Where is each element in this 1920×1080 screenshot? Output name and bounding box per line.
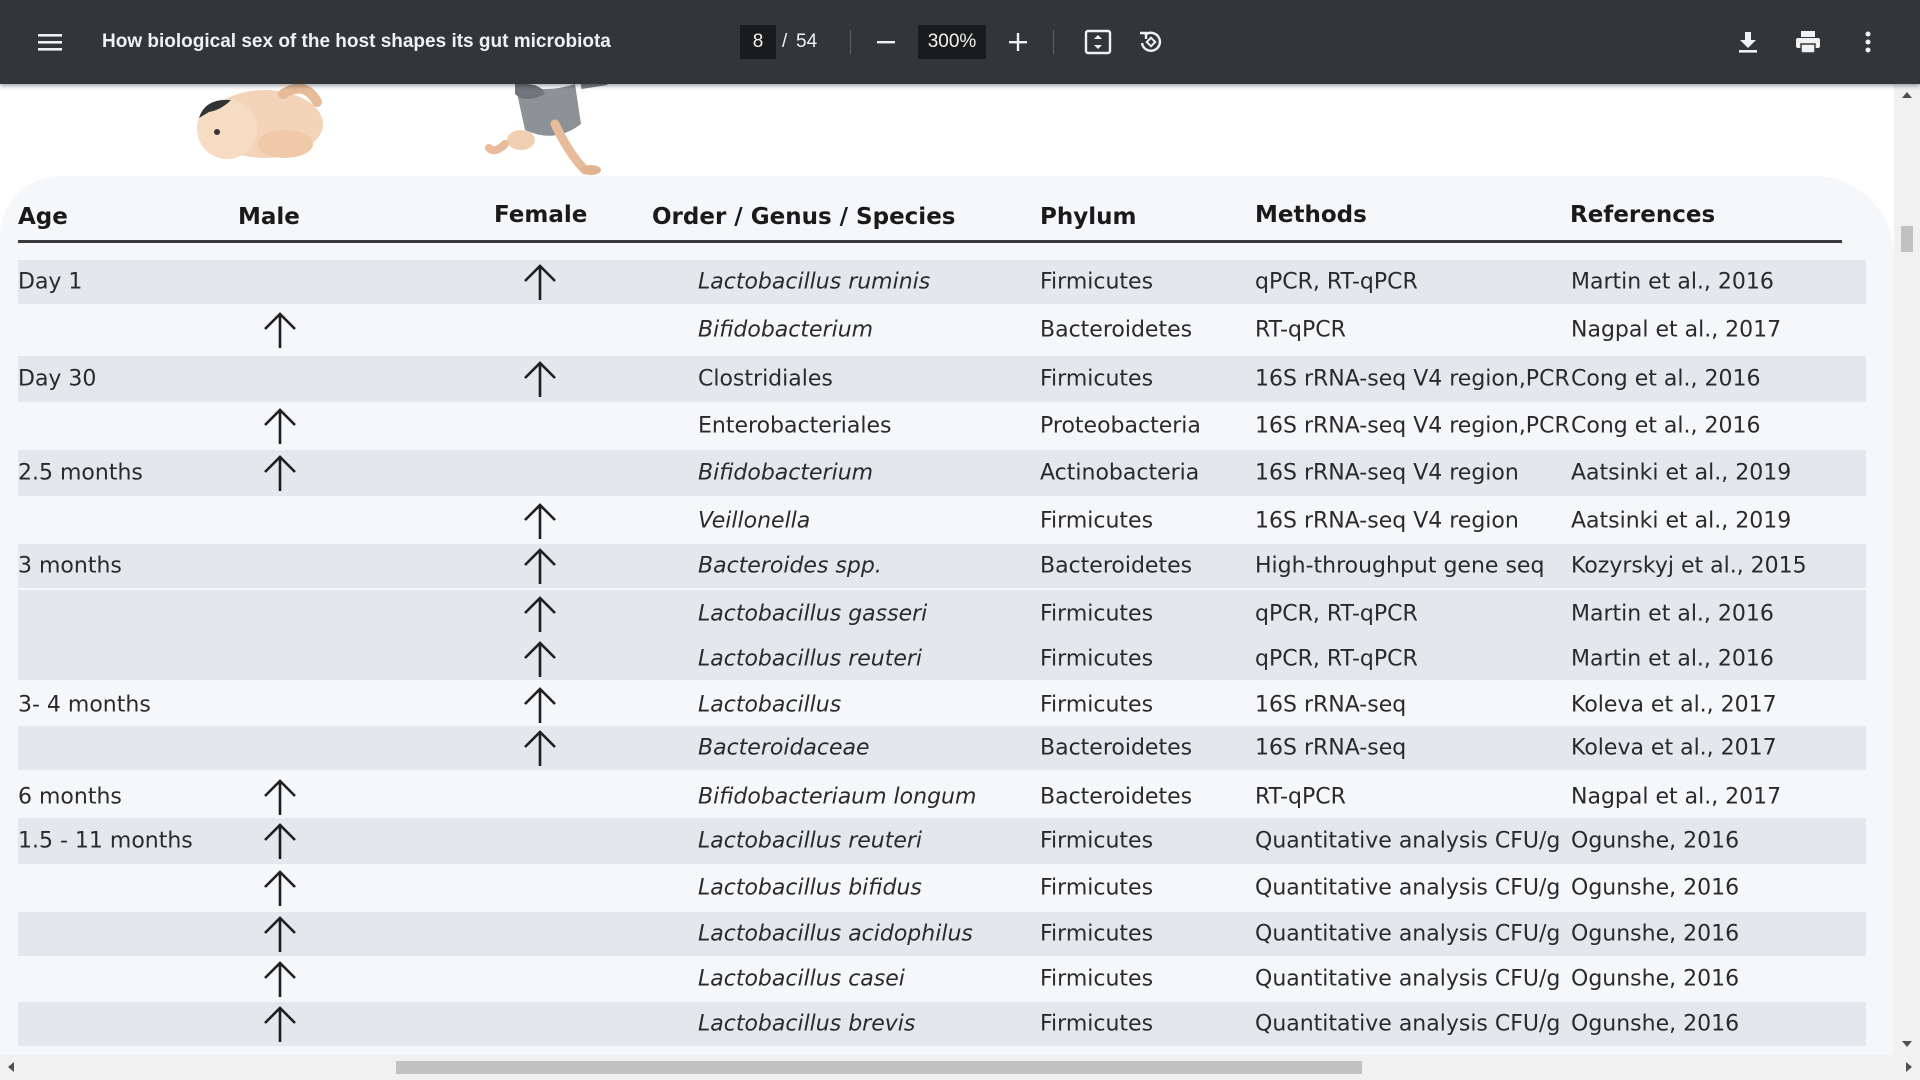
cell-taxon: Lactobacillus ruminis bbox=[698, 269, 931, 295]
cell-taxon: Lactobacillus reuteri bbox=[698, 646, 923, 672]
up-arrow-icon bbox=[262, 778, 298, 816]
cell-method: 16S rRNA-seq V4 region,PCR bbox=[1255, 366, 1570, 392]
toolbar-divider bbox=[850, 30, 851, 54]
cell-method: 16S rRNA-seq bbox=[1255, 692, 1407, 718]
horizontal-scrollbar[interactable] bbox=[0, 1055, 1920, 1080]
cell-age: 3 months bbox=[18, 553, 122, 579]
cell-reference: Aatsinki et al., 2019 bbox=[1571, 508, 1792, 534]
rotate-button[interactable] bbox=[1131, 22, 1171, 62]
zoom-out-button[interactable] bbox=[866, 22, 906, 62]
cell-phylum: Bacteroidetes bbox=[1040, 784, 1193, 810]
vertical-scrollbar[interactable] bbox=[1894, 84, 1920, 1055]
cell-age: 1.5 - 11 months bbox=[18, 828, 193, 854]
cell-reference: Koleva et al., 2017 bbox=[1571, 735, 1777, 761]
cell-phylum: Firmicutes bbox=[1040, 692, 1154, 718]
pdf-toolbar bbox=[0, 0, 1920, 84]
table-row bbox=[18, 774, 1866, 820]
cell-method: RT-qPCR bbox=[1255, 784, 1346, 810]
cell-taxon: Lactobacillus bifidus bbox=[698, 875, 922, 901]
cell-taxon: Bifidobacterium bbox=[698, 460, 874, 486]
zoom-level-input[interactable] bbox=[918, 25, 986, 59]
cell-taxon: Lactobacillus casei bbox=[698, 966, 905, 992]
cell-taxon: Lactobacillus brevis bbox=[698, 1011, 916, 1037]
table-row bbox=[18, 682, 1866, 728]
cell-method: 16S rRNA-seq V4 region,PCR bbox=[1255, 413, 1570, 439]
cell-phylum: Firmicutes bbox=[1040, 269, 1154, 295]
cell-phylum: Firmicutes bbox=[1040, 646, 1154, 672]
cell-reference: Koleva et al., 2017 bbox=[1571, 692, 1777, 718]
cell-age: 6 months bbox=[18, 784, 122, 810]
cell-age: 2.5 months bbox=[18, 460, 143, 486]
up-arrow-icon bbox=[522, 502, 558, 540]
cell-method: High-throughput gene seq bbox=[1255, 553, 1545, 579]
cell-method: Quantitative analysis CFU/g bbox=[1255, 828, 1561, 854]
plus-icon bbox=[1008, 32, 1028, 52]
vertical-scroll-thumb[interactable] bbox=[1901, 226, 1913, 252]
cell-phylum: Firmicutes bbox=[1040, 875, 1154, 901]
up-arrow-icon bbox=[522, 547, 558, 585]
cell-taxon: Lactobacillus gasseri bbox=[698, 601, 928, 627]
up-arrow-icon bbox=[522, 640, 558, 678]
cell-taxon: Bacteroidaceae bbox=[698, 735, 870, 761]
cell-age: Day 1 bbox=[18, 269, 83, 295]
cell-method: qPCR, RT-qPCR bbox=[1255, 646, 1418, 672]
table-row bbox=[18, 726, 1866, 770]
page-total: 54 bbox=[796, 31, 818, 52]
page-number-input[interactable] bbox=[740, 25, 776, 59]
header-taxon: Order / Genus / Species bbox=[652, 204, 956, 230]
cell-taxon: Clostridiales bbox=[698, 366, 833, 392]
cell-phylum: Firmicutes bbox=[1040, 601, 1154, 627]
cell-taxon: Bacteroides spp. bbox=[698, 553, 882, 579]
cell-reference: Aatsinki et al., 2019 bbox=[1571, 460, 1792, 486]
header-female: Female bbox=[494, 202, 588, 228]
up-arrow-icon bbox=[262, 869, 298, 907]
header-age: Age bbox=[18, 204, 68, 230]
scroll-down-arrow-icon[interactable] bbox=[1902, 1041, 1912, 1047]
rotate-counterclockwise-icon bbox=[1137, 28, 1165, 56]
cell-phylum: Firmicutes bbox=[1040, 921, 1154, 947]
cell-phylum: Firmicutes bbox=[1040, 1011, 1154, 1037]
more-actions-button[interactable] bbox=[1848, 22, 1888, 62]
fit-to-page-button[interactable] bbox=[1078, 22, 1118, 62]
zoom-in-button[interactable] bbox=[998, 22, 1038, 62]
scroll-left-arrow-icon[interactable] bbox=[8, 1062, 14, 1072]
pdf-page-viewport[interactable] bbox=[0, 84, 1894, 1055]
cell-method: RT-qPCR bbox=[1255, 317, 1346, 343]
cell-reference: Martin et al., 2016 bbox=[1571, 601, 1774, 627]
cell-taxon: Bifidobacteriaum longum bbox=[698, 784, 977, 810]
table-row bbox=[18, 450, 1866, 496]
cell-taxon: Lactobacillus bbox=[698, 692, 842, 718]
cell-phylum: Bacteroidetes bbox=[1040, 317, 1193, 343]
up-arrow-icon bbox=[522, 595, 558, 633]
cell-phylum: Bacteroidetes bbox=[1040, 735, 1193, 761]
table-row bbox=[18, 356, 1866, 402]
up-arrow-icon bbox=[522, 686, 558, 724]
download-button[interactable] bbox=[1728, 22, 1768, 62]
horizontal-scroll-thumb[interactable] bbox=[396, 1061, 1362, 1074]
page-separator: / bbox=[782, 31, 788, 52]
cell-method: 16S rRNA-seq bbox=[1255, 735, 1407, 761]
header-rule bbox=[18, 240, 1842, 243]
table-row bbox=[18, 956, 1866, 1002]
cell-reference: Nagpal et al., 2017 bbox=[1571, 784, 1782, 810]
cell-reference: Ogunshe, 2016 bbox=[1571, 921, 1740, 947]
document-title: How biological sex of the host shapes its gut microbiota bbox=[102, 31, 611, 52]
up-arrow-icon bbox=[262, 915, 298, 953]
cell-reference: Martin et al., 2016 bbox=[1571, 269, 1774, 295]
header-references: References bbox=[1570, 202, 1716, 228]
header-male: Male bbox=[238, 204, 300, 230]
fit-to-page-icon bbox=[1084, 29, 1112, 55]
cell-taxon: Lactobacillus reuteri bbox=[698, 828, 923, 854]
cell-method: qPCR, RT-qPCR bbox=[1255, 601, 1418, 627]
cell-phylum: Firmicutes bbox=[1040, 966, 1154, 992]
cell-reference: Ogunshe, 2016 bbox=[1571, 966, 1740, 992]
scroll-right-arrow-icon[interactable] bbox=[1906, 1062, 1912, 1072]
cell-taxon: Bifidobacterium bbox=[698, 317, 874, 343]
up-arrow-icon bbox=[262, 822, 298, 860]
toolbar-divider bbox=[1053, 30, 1054, 54]
microbiota-table bbox=[0, 84, 1894, 1055]
cell-reference: Martin et al., 2016 bbox=[1571, 646, 1774, 672]
table-row bbox=[18, 866, 1866, 910]
up-arrow-icon bbox=[262, 454, 298, 492]
table-row bbox=[18, 260, 1866, 304]
cell-method: 16S rRNA-seq V4 region bbox=[1255, 460, 1519, 486]
cell-taxon: Veillonella bbox=[698, 508, 811, 534]
table-row bbox=[18, 818, 1866, 864]
cell-phylum: Firmicutes bbox=[1040, 828, 1154, 854]
up-arrow-icon bbox=[262, 960, 298, 998]
table-row bbox=[18, 544, 1866, 588]
cell-taxon: Lactobacillus acidophilus bbox=[698, 921, 973, 947]
cell-age: 3- 4 months bbox=[18, 692, 151, 718]
cell-reference: Ogunshe, 2016 bbox=[1571, 828, 1740, 854]
cell-reference: Nagpal et al., 2017 bbox=[1571, 317, 1782, 343]
minus-icon bbox=[876, 32, 896, 52]
up-arrow-icon bbox=[262, 1005, 298, 1043]
up-arrow-icon bbox=[262, 311, 298, 349]
header-methods: Methods bbox=[1255, 202, 1367, 228]
cell-method: Quantitative analysis CFU/g bbox=[1255, 875, 1561, 901]
table-row bbox=[18, 912, 1866, 956]
up-arrow-icon bbox=[522, 263, 558, 301]
table-row bbox=[18, 1002, 1866, 1046]
cell-phylum: Proteobacteria bbox=[1040, 413, 1201, 439]
cell-method: 16S rRNA-seq V4 region bbox=[1255, 508, 1519, 534]
cell-reference: Ogunshe, 2016 bbox=[1571, 875, 1740, 901]
cell-phylum: Actinobacteria bbox=[1040, 460, 1200, 486]
print-icon bbox=[1795, 30, 1821, 54]
cell-method: qPCR, RT-qPCR bbox=[1255, 269, 1418, 295]
cell-method: Quantitative analysis CFU/g bbox=[1255, 1011, 1561, 1037]
cell-reference: Cong et al., 2016 bbox=[1571, 366, 1761, 392]
table-row bbox=[18, 498, 1866, 544]
up-arrow-icon bbox=[522, 360, 558, 398]
cell-reference: Ogunshe, 2016 bbox=[1571, 1011, 1740, 1037]
up-arrow-icon bbox=[262, 407, 298, 445]
up-arrow-icon bbox=[522, 729, 558, 767]
cell-method: Quantitative analysis CFU/g bbox=[1255, 966, 1561, 992]
header-phylum: Phylum bbox=[1040, 204, 1137, 230]
download-icon bbox=[1737, 30, 1759, 54]
cell-reference: Cong et al., 2016 bbox=[1571, 413, 1761, 439]
cell-phylum: Firmicutes bbox=[1040, 366, 1154, 392]
cell-method: Quantitative analysis CFU/g bbox=[1255, 921, 1561, 947]
table-row bbox=[18, 590, 1866, 638]
cell-phylum: Firmicutes bbox=[1040, 508, 1154, 534]
cell-age: Day 30 bbox=[18, 366, 97, 392]
table-row bbox=[18, 402, 1866, 450]
cell-reference: Kozyrskyj et al., 2015 bbox=[1571, 553, 1807, 579]
table-row bbox=[18, 638, 1866, 680]
hamburger-menu-icon bbox=[38, 32, 62, 52]
menu-button[interactable] bbox=[30, 22, 70, 62]
print-button[interactable] bbox=[1788, 22, 1828, 62]
cell-taxon: Enterobacteriales bbox=[698, 413, 892, 439]
table-row bbox=[18, 306, 1866, 354]
cell-phylum: Bacteroidetes bbox=[1040, 553, 1193, 579]
scroll-up-arrow-icon[interactable] bbox=[1902, 92, 1912, 98]
more-vertical-icon bbox=[1864, 30, 1872, 54]
